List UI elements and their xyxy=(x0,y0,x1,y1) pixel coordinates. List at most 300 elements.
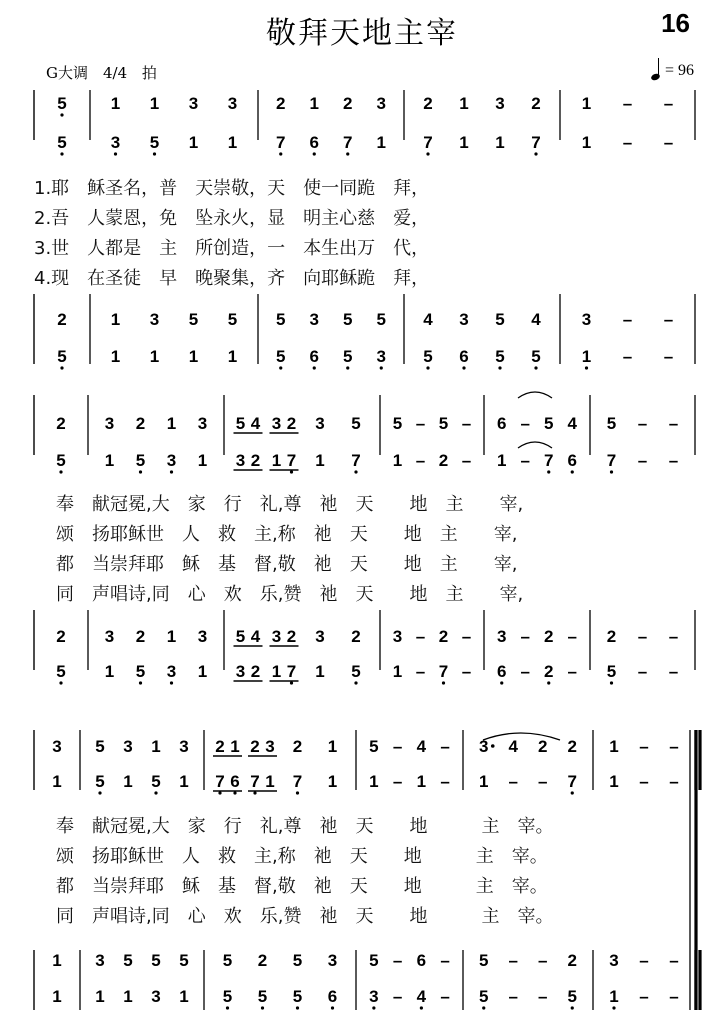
measure-bass-note: 1 xyxy=(197,662,208,681)
octave-dot xyxy=(585,366,588,369)
measure-bass-note: 5 xyxy=(495,347,505,366)
measure-bass-note: – xyxy=(669,987,679,1006)
measure-tenor-note: – xyxy=(440,951,450,970)
octave-dot xyxy=(59,681,62,684)
measure-bass-note: 7 xyxy=(438,662,449,681)
measure-soprano-note: – xyxy=(669,737,679,756)
measure-bass-note: 1 xyxy=(392,662,403,681)
pickup-note: 5 xyxy=(56,662,66,681)
measure-tenor-note: 5 xyxy=(479,951,489,970)
pickup-note: 2 xyxy=(57,310,67,329)
slur-mark xyxy=(483,733,560,740)
measure-bass-note: – xyxy=(461,662,472,681)
measure-bass-note: 1 xyxy=(110,347,121,366)
measure-alto-note: 3 xyxy=(235,451,246,470)
measure-alto-note: 7 xyxy=(250,772,260,791)
lyric-line: 2.吾 人蒙恩，免 坠永火，显 明主心慈 爱， xyxy=(34,208,430,229)
measure-bass-note: 3 xyxy=(235,662,246,681)
measure-tenor-note: 4 xyxy=(531,310,541,329)
measure-soprano-note: 2 xyxy=(531,94,541,113)
measure-bass-note: 5 xyxy=(606,662,617,681)
measure-alto-note: 7 xyxy=(531,133,541,152)
measure-bass-note: 5 xyxy=(351,662,361,681)
measure-alto-note: 1 xyxy=(497,451,507,470)
octave-dot xyxy=(426,152,429,155)
measure-tenor-note: 3 xyxy=(315,627,325,646)
measure-soprano-note: – xyxy=(440,737,450,756)
measure-soprano-note: 1 xyxy=(459,94,469,113)
measure-alto-note: 3 xyxy=(166,451,177,470)
measure-tenor-note: 5 xyxy=(292,951,303,970)
octave-dot xyxy=(612,1006,615,1009)
measure-bass-note: – xyxy=(392,987,403,1006)
measure-tenor-note: 2 xyxy=(351,627,361,646)
measure-tenor-note: 5 xyxy=(179,951,189,970)
measure-alto-note: – xyxy=(639,772,649,791)
octave-dot xyxy=(60,113,63,116)
measure-alto-note: 7 xyxy=(286,451,297,470)
measure-bass-note: – xyxy=(668,662,679,681)
measure-alto-note: 7 xyxy=(606,451,617,470)
measure-tenor-note: 5 xyxy=(235,627,246,646)
measure-alto-note: 2 xyxy=(438,451,449,470)
measure-bass-note: 3 xyxy=(369,987,379,1006)
measure-bass-note: – xyxy=(622,347,633,366)
measure-tenor-note: 2 xyxy=(606,627,617,646)
measure-alto-note: 3 xyxy=(110,133,121,152)
measure-soprano-note: – xyxy=(415,414,426,433)
measure-tenor-note: 5 xyxy=(222,951,233,970)
measure-tenor-note: 2 xyxy=(286,627,297,646)
measure-bass-note: – xyxy=(663,347,674,366)
measure-soprano-note: 1 xyxy=(230,737,240,756)
measure-soprano-note: 1 xyxy=(110,94,121,113)
measure-tenor-note: – xyxy=(415,627,426,646)
octave-dot xyxy=(296,791,299,794)
measure-tenor-note: 5 xyxy=(343,310,353,329)
octave-dot xyxy=(279,366,282,369)
measure-bass-note: 7 xyxy=(286,662,297,681)
octave-dot xyxy=(261,1006,264,1009)
lyric-line: 3.世 人都是 主 所创造，一 本生出万 代， xyxy=(34,238,430,259)
measure-soprano-note: 3 xyxy=(188,94,199,113)
measure-bass-note: 1 xyxy=(149,347,160,366)
measure-soprano-note: 2 xyxy=(423,94,433,113)
octave-dot xyxy=(253,791,256,794)
measure-alto-note: 5 xyxy=(135,451,146,470)
octave-dot xyxy=(313,366,316,369)
measure-alto-note: 1 xyxy=(581,133,592,152)
measure-soprano-note: 2 xyxy=(215,737,225,756)
pickup-note: 5 xyxy=(57,94,67,113)
measure-tenor-note: 3 xyxy=(271,627,282,646)
measure-bass-note: 3 xyxy=(376,347,386,366)
measure-soprano-note: 1 xyxy=(581,94,592,113)
measure-soprano-note: 3 xyxy=(104,414,115,433)
octave-dot xyxy=(331,1006,334,1009)
measure-soprano-note: 2 xyxy=(286,414,297,433)
measure-soprano-note: 4 xyxy=(416,737,427,756)
lyric-line: 同 声唱诗,同 心 欢 乐,赞 祂 天 地 主 宰, xyxy=(56,584,524,605)
measure-tenor-note: 3 xyxy=(327,951,338,970)
octave-dot xyxy=(139,681,142,684)
octave-dot xyxy=(313,152,316,155)
measure-bass-note: 6 xyxy=(459,347,469,366)
measure-tenor-note: 3 xyxy=(104,627,115,646)
measure-alto-note: 5 xyxy=(95,772,105,791)
measure-alto-note: 1 xyxy=(179,772,189,791)
octave-dot xyxy=(547,681,550,684)
octave-dot xyxy=(290,681,293,684)
measure-soprano-note: 1 xyxy=(149,94,160,113)
slur-mark xyxy=(518,442,552,448)
measure-tenor-note: 5 xyxy=(151,951,161,970)
measure-bass-note: 3 xyxy=(166,662,177,681)
measure-alto-note: 1 xyxy=(123,772,133,791)
octave-dot xyxy=(610,681,613,684)
measure-tenor-note: 2 xyxy=(135,627,146,646)
lyric-line: 奉 献冠冕,大 家 行 礼,尊 祂 天 地 主 宰。 xyxy=(56,816,554,837)
measure-tenor-note: 1 xyxy=(166,627,177,646)
measure-tenor-note: 3 xyxy=(149,310,160,329)
measure-soprano-note: 2 xyxy=(538,737,548,756)
measure-soprano-note: 2 xyxy=(567,737,577,756)
measure-alto-note: 6 xyxy=(309,133,319,152)
pickup-note: 1 xyxy=(52,772,62,791)
measure-soprano-note: 5 xyxy=(95,737,105,756)
measure-tenor-note: 2 xyxy=(567,951,577,970)
measure-soprano-note: 2 xyxy=(276,94,286,113)
measure-bass-note: 1 xyxy=(179,987,189,1006)
measure-soprano-note: 5 xyxy=(369,737,379,756)
measure-tenor-note: 4 xyxy=(423,310,433,329)
octave-dot xyxy=(290,470,293,473)
measure-tenor-note: – xyxy=(392,951,403,970)
measure-soprano-note: 5 xyxy=(392,414,403,433)
measure-bass-note: 1 xyxy=(609,987,619,1006)
measure-soprano-note: 3 xyxy=(479,737,489,756)
measure-soprano-note: 5 xyxy=(544,414,554,433)
octave-dot xyxy=(420,1006,423,1009)
octave-dot xyxy=(59,470,62,473)
octave-dot xyxy=(279,152,282,155)
measure-alto-note: 7 xyxy=(544,451,554,470)
octave-dot xyxy=(233,791,236,794)
measure-alto-note: 1 xyxy=(392,451,403,470)
measure-bass-note: – xyxy=(440,987,450,1006)
measure-tenor-note: 3 xyxy=(497,627,507,646)
pickup-note: 5 xyxy=(57,347,67,366)
pickup-note: 1 xyxy=(52,951,62,970)
measure-alto-note: 7 xyxy=(292,772,303,791)
measure-bass-note: – xyxy=(637,662,648,681)
pickup-note: 5 xyxy=(56,451,66,470)
measure-bass-note: – xyxy=(538,987,548,1006)
octave-dot xyxy=(498,366,501,369)
measure-soprano-note: – xyxy=(392,737,403,756)
measure-bass-note: 5 xyxy=(567,987,577,1006)
measure-bass-note: 1 xyxy=(315,662,325,681)
measure-tenor-note: – xyxy=(668,627,679,646)
measure-soprano-note: 1 xyxy=(166,414,177,433)
measure-tenor-note: 2 xyxy=(544,627,554,646)
measure-alto-note: 1 xyxy=(459,133,469,152)
measure-soprano-note: 2 xyxy=(135,414,146,433)
measure-alto-note: – xyxy=(637,451,648,470)
measure-soprano-note: – xyxy=(622,94,633,113)
octave-dot xyxy=(354,681,357,684)
measure-soprano-note: 6 xyxy=(497,414,507,433)
measure-bass-note: – xyxy=(508,987,518,1006)
measure-soprano-note: 1 xyxy=(151,737,161,756)
octave-dot xyxy=(218,791,221,794)
page-title: 敬拜天地主宰 xyxy=(266,16,458,51)
measure-alto-note: – xyxy=(508,772,518,791)
measure-soprano-note: – xyxy=(668,414,679,433)
tempo-value: = 96 xyxy=(664,62,694,79)
measure-bass-note: 5 xyxy=(257,987,268,1006)
measure-bass-note: – xyxy=(415,662,426,681)
measure-soprano-note: 3 xyxy=(179,737,189,756)
measure-alto-note: 1 xyxy=(479,772,489,791)
measure-alto-note: 7 xyxy=(343,133,353,152)
measure-tenor-note: – xyxy=(567,627,577,646)
measure-soprano-note: – xyxy=(520,414,530,433)
measure-alto-note: 7 xyxy=(215,772,225,791)
octave-dot xyxy=(170,470,173,473)
measure-bass-note: 1 xyxy=(581,347,592,366)
measure-tenor-note: 5 xyxy=(227,310,238,329)
measure-tenor-note: – xyxy=(669,951,679,970)
octave-dot xyxy=(346,366,349,369)
measure-tenor-note: 3 xyxy=(197,627,208,646)
measure-soprano-note: 3 xyxy=(123,737,133,756)
octave-dot xyxy=(442,681,445,684)
measure-alto-note: – xyxy=(669,772,679,791)
measure-alto-note: 6 xyxy=(567,451,577,470)
measure-alto-note: – xyxy=(663,133,674,152)
octave-dot xyxy=(571,470,574,473)
measure-soprano-note: 2 xyxy=(292,737,303,756)
pickup-note: 1 xyxy=(52,987,62,1006)
octave-dot xyxy=(60,366,63,369)
measure-alto-note: – xyxy=(415,451,426,470)
measure-alto-note: 1 xyxy=(197,451,208,470)
measure-alto-note: 1 xyxy=(271,451,282,470)
measure-alto-note: 1 xyxy=(227,133,238,152)
measure-tenor-note: 3 xyxy=(609,951,619,970)
measure-tenor-note: – xyxy=(663,310,674,329)
measure-soprano-note: 3 xyxy=(376,94,386,113)
measure-tenor-note: 2 xyxy=(438,627,449,646)
octave-dot xyxy=(610,470,613,473)
augmentation-dot xyxy=(491,744,495,748)
measure-tenor-note: 5 xyxy=(369,951,379,970)
measure-alto-note: 1 xyxy=(188,133,199,152)
lyric-line: 颂 扬耶稣世 人 救 主,称 祂 天 地 主 宰。 xyxy=(56,846,548,867)
measure-bass-note: – xyxy=(567,662,577,681)
octave-dot xyxy=(60,152,63,155)
measure-tenor-note: 3 xyxy=(392,627,403,646)
measure-alto-note: – xyxy=(668,451,679,470)
measure-soprano-note: 4 xyxy=(567,414,577,433)
measure-alto-note: 6 xyxy=(230,772,240,791)
octave-dot xyxy=(170,681,173,684)
measure-soprano-note: 2 xyxy=(250,737,260,756)
measure-soprano-note: 3 xyxy=(265,737,275,756)
measure-tenor-note: 5 xyxy=(123,951,133,970)
octave-dot xyxy=(500,681,503,684)
octave-dot xyxy=(226,1006,229,1009)
measure-soprano-note: 2 xyxy=(343,94,353,113)
measure-soprano-note: 4 xyxy=(250,414,261,433)
measure-tenor-note: – xyxy=(538,951,548,970)
page-number: 16 xyxy=(661,8,690,38)
measure-alto-note: – xyxy=(622,133,633,152)
pickup-note: 2 xyxy=(56,414,66,433)
octave-dot xyxy=(547,470,550,473)
measure-soprano-note: 3 xyxy=(227,94,238,113)
lyric-line: 同 声唱诗,同 心 欢 乐,赞 祂 天 地 主 宰。 xyxy=(56,906,554,927)
lyric-line: 4.现 在圣徒 早 晚聚集，齐 向耶稣跪 拜， xyxy=(34,268,430,289)
measure-tenor-note: 3 xyxy=(95,951,105,970)
measure-alto-note: 5 xyxy=(149,133,160,152)
measure-alto-note: 1 xyxy=(104,451,115,470)
measure-tenor-note: 5 xyxy=(276,310,286,329)
measure-bass-note: 1 xyxy=(123,987,133,1006)
measure-soprano-note: 1 xyxy=(309,94,319,113)
measure-alto-note: 7 xyxy=(567,772,577,791)
measure-tenor-note: – xyxy=(639,951,649,970)
measure-soprano-note: 4 xyxy=(508,737,518,756)
measure-soprano-note: 5 xyxy=(351,414,361,433)
measure-tenor-note: 5 xyxy=(188,310,199,329)
measure-bass-note: – xyxy=(520,662,530,681)
octave-dot xyxy=(98,791,101,794)
measure-bass-note: 1 xyxy=(227,347,238,366)
measure-soprano-note: 5 xyxy=(438,414,449,433)
measure-alto-note: 1 xyxy=(416,772,427,791)
octave-dot xyxy=(380,366,383,369)
measure-bass-note: 5 xyxy=(423,347,433,366)
measure-bass-note: 5 xyxy=(135,662,146,681)
measure-tenor-note: 3 xyxy=(459,310,469,329)
measure-tenor-note: 3 xyxy=(309,310,319,329)
measure-bass-note: 1 xyxy=(104,662,115,681)
measure-soprano-note: 1 xyxy=(609,737,619,756)
octave-dot xyxy=(354,470,357,473)
octave-dot xyxy=(482,1006,485,1009)
measure-soprano-note: 5 xyxy=(235,414,246,433)
measure-bass-note: 5 xyxy=(276,347,286,366)
measure-alto-note: – xyxy=(392,772,403,791)
measure-tenor-note: 1 xyxy=(110,310,121,329)
octave-dot xyxy=(153,152,156,155)
measure-tenor-note: 3 xyxy=(581,310,592,329)
measure-alto-note: 7 xyxy=(276,133,286,152)
measure-alto-note: – xyxy=(440,772,450,791)
measure-bass-note: 1 xyxy=(188,347,199,366)
measure-alto-note: 1 xyxy=(327,772,338,791)
octave-dot xyxy=(462,366,465,369)
measure-bass-note: – xyxy=(639,987,649,1006)
measure-soprano-note: 3 xyxy=(271,414,282,433)
measure-soprano-note: 3 xyxy=(315,414,325,433)
octave-dot xyxy=(346,152,349,155)
measure-alto-note: 7 xyxy=(351,451,361,470)
measure-bass-note: 5 xyxy=(531,347,541,366)
measure-tenor-note: – xyxy=(508,951,518,970)
octave-dot xyxy=(114,152,117,155)
measure-tenor-note: – xyxy=(520,627,530,646)
measure-soprano-note: 5 xyxy=(606,414,617,433)
measure-soprano-note: – xyxy=(461,414,472,433)
measure-bass-note: 5 xyxy=(343,347,353,366)
measure-soprano-note: – xyxy=(663,94,674,113)
pickup-note: 3 xyxy=(52,737,62,756)
measure-alto-note: 1 xyxy=(265,772,275,791)
lyric-line: 都 当崇拜耶 稣 基 督,敬 祂 天 地 主 宰, xyxy=(56,554,518,575)
pickup-note: 5 xyxy=(57,133,67,152)
octave-dot xyxy=(534,152,537,155)
measure-bass-note: 3 xyxy=(151,987,161,1006)
measure-alto-note: – xyxy=(520,451,530,470)
measure-tenor-note: 6 xyxy=(416,951,427,970)
measure-tenor-note: 5 xyxy=(376,310,386,329)
measure-alto-note: 1 xyxy=(315,451,325,470)
measure-bass-note: 6 xyxy=(309,347,319,366)
lyric-line: 颂 扬耶稣世 人 救 主,称 祂 天 地 主 宰, xyxy=(56,524,518,545)
measure-bass-note: 5 xyxy=(222,987,233,1006)
measure-bass-note: 4 xyxy=(416,987,427,1006)
measure-bass-note: 6 xyxy=(497,662,507,681)
octave-dot xyxy=(154,791,157,794)
measure-bass-note: 2 xyxy=(250,662,261,681)
measure-alto-note: – xyxy=(538,772,548,791)
octave-dot xyxy=(139,470,142,473)
pickup-note: 2 xyxy=(56,627,66,646)
measure-bass-note: 5 xyxy=(292,987,303,1006)
octave-dot xyxy=(296,1006,299,1009)
measure-tenor-note: – xyxy=(622,310,633,329)
measure-tenor-note: – xyxy=(637,627,648,646)
octave-dot xyxy=(534,366,537,369)
measure-soprano-note: 3 xyxy=(495,94,505,113)
measure-alto-note: 1 xyxy=(495,133,505,152)
measure-soprano-note: – xyxy=(639,737,649,756)
measure-tenor-note: 5 xyxy=(495,310,505,329)
measure-alto-note: 1 xyxy=(376,133,386,152)
measure-tenor-note: 4 xyxy=(250,627,261,646)
measure-alto-note: – xyxy=(461,451,472,470)
measure-bass-note: 1 xyxy=(95,987,105,1006)
measure-soprano-note: 1 xyxy=(327,737,338,756)
measure-bass-note: 1 xyxy=(271,662,282,681)
measure-bass-note: 2 xyxy=(544,662,554,681)
measure-bass-note: 6 xyxy=(327,987,338,1006)
lyric-line: 1.耶 稣圣名，普 天崇敬，天 使一同跪 拜， xyxy=(34,178,430,199)
lyric-line: 都 当崇拜耶 稣 基 督,敬 祂 天 地 主 宰。 xyxy=(56,876,548,897)
octave-dot xyxy=(426,366,429,369)
octave-dot xyxy=(372,1006,375,1009)
measure-alto-note: 1 xyxy=(609,772,619,791)
measure-alto-note: 2 xyxy=(250,451,261,470)
octave-dot xyxy=(571,1006,574,1009)
lyric-line: 奉 献冠冕,大 家 行 礼,尊 祂 天 地 主 宰, xyxy=(56,494,524,515)
slur-mark xyxy=(518,392,552,398)
measure-bass-note: 5 xyxy=(479,987,489,1006)
measure-tenor-note: 2 xyxy=(257,951,268,970)
